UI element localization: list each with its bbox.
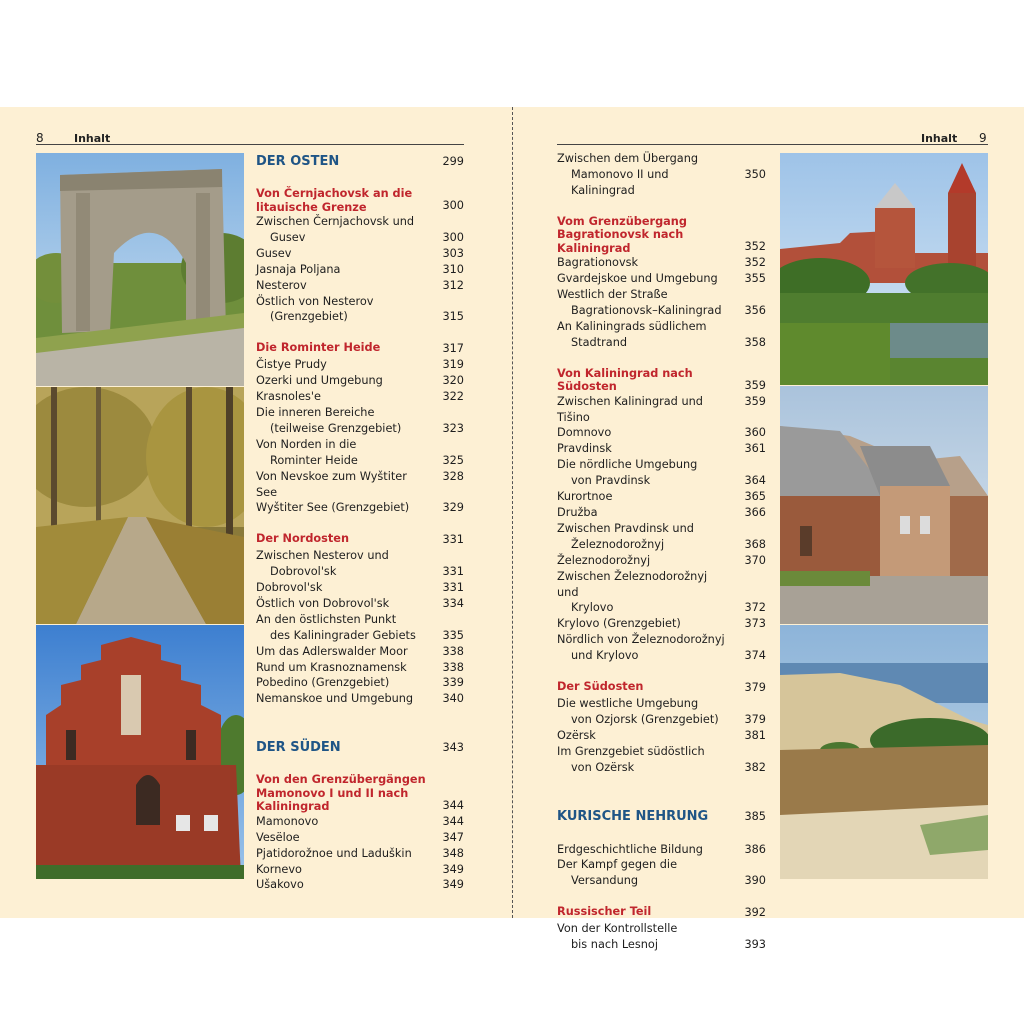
toc-entry	[557, 744, 766, 760]
toc-entry-page: 340	[442, 692, 464, 706]
toc-entry	[557, 394, 766, 426]
toc-entry-title: Gvardejskoe und Umgebung	[557, 272, 718, 286]
toc-entry-page: 379	[744, 681, 766, 695]
toc-entry-title: Der Nordosten	[256, 532, 350, 546]
toc-entry	[256, 612, 464, 628]
toc-entry-title: Versandung	[571, 874, 639, 888]
toc-chapter-heading	[256, 739, 464, 757]
toc-entry	[256, 357, 464, 373]
toc-spacer	[557, 664, 766, 680]
toc-entry-title: DER SÜDEN	[256, 740, 341, 756]
toc-entry	[256, 628, 464, 644]
toc-entry-title: KURISCHE NEHRUNG	[557, 808, 709, 824]
toc-entry-page: 364	[744, 474, 766, 488]
toc-entry	[557, 600, 766, 616]
toc-entry	[256, 500, 464, 516]
toc-entry-page: 359	[744, 394, 766, 408]
toc-entry-title: Zwischen Pravdinsk und	[557, 521, 694, 535]
toc-entry-title: Domnovo	[557, 426, 612, 440]
toc-entry-title: Wyštiter See (Grenzgebiet)	[256, 501, 410, 515]
toc-entry	[557, 441, 766, 457]
toc-entry-title: von Ozërsk	[571, 760, 635, 774]
toc-entry-page: 360	[744, 426, 766, 440]
toc-entry	[557, 728, 766, 744]
toc-entry-title: Zwischen Nesterov und	[256, 549, 389, 563]
toc-entry-title: Kornevo	[256, 862, 302, 876]
toc-section-heading	[256, 532, 464, 548]
toc-entry-title: Zwischen Kaliningrad und Tišino	[557, 394, 703, 424]
toc-entry-page: 344	[442, 814, 464, 828]
toc-spacer	[557, 889, 766, 905]
toc-entry	[557, 167, 766, 199]
toc-entry	[256, 246, 464, 262]
toc-entry-title: Mamonovo II und Kaliningrad	[571, 167, 669, 197]
toc-entry-page: 347	[442, 830, 464, 844]
toc-entry-title: bis nach Lesnoj	[571, 938, 658, 952]
stone-archway-photo	[36, 153, 244, 386]
toc-entry-title: Bagrationovsk–Kaliningrad	[571, 303, 722, 317]
toc-entry-page: 320	[442, 374, 464, 388]
toc-entry-page: 359	[744, 378, 766, 392]
toc-entry	[256, 389, 464, 405]
toc-entry	[557, 937, 766, 953]
toc-entry-title: Zwischen dem Übergang	[557, 152, 699, 165]
toc-entry-page: 349	[442, 862, 464, 876]
toc-entry-title: Železnodorožnyj	[557, 553, 651, 567]
toc-entry	[256, 675, 464, 691]
toc-section-heading	[557, 905, 766, 921]
toc-entry-title: Ušakovo	[256, 878, 304, 892]
toc-section-heading	[256, 773, 464, 814]
page-fold	[512, 107, 513, 918]
toc-entry	[256, 214, 464, 230]
toc-entry-title: Von Norden in die	[256, 437, 357, 451]
toc-entry-title: Gusev	[270, 230, 306, 244]
toc-entry-page: 328	[442, 469, 464, 483]
toc-entry	[557, 553, 766, 569]
toc-entry	[256, 830, 464, 846]
header-rule-right	[557, 144, 988, 145]
toc-entry	[557, 319, 766, 335]
toc-entry-page: 374	[744, 649, 766, 663]
toc-entry	[256, 373, 464, 389]
toc-entry-page: 322	[442, 390, 464, 404]
toc-entry-title: Von Kaliningrad nach Südosten	[557, 366, 693, 394]
toc-entry-page: 366	[744, 506, 766, 519]
forest-path-photo	[36, 387, 244, 624]
toc-entry-title: Ozerki und Umgebung	[256, 374, 383, 388]
toc-entry	[256, 644, 464, 660]
toc-entry	[256, 453, 464, 469]
toc-spacer	[256, 707, 464, 739]
toc-entry	[256, 421, 464, 437]
toc-entry-title: Von der Kontrollstelle	[557, 922, 678, 936]
toc-entry	[256, 405, 464, 421]
toc-entry-title: Der Südosten	[557, 680, 644, 694]
toc-entry-title: Mamonovo	[256, 814, 319, 828]
toc-entry	[256, 294, 464, 310]
toc-entry-page: 385	[744, 809, 766, 823]
toc-entry	[256, 230, 464, 246]
toc-spacer	[256, 171, 464, 187]
toc-entry-title: Kurortnoe	[557, 490, 613, 504]
toc-section-heading	[256, 187, 464, 214]
toc-entry-page: 379	[744, 712, 766, 726]
toc-entry-page: 365	[744, 490, 766, 504]
toc-entry-title: Nesterov	[256, 278, 307, 292]
toc-entry	[557, 489, 766, 505]
toc-entry-title: DER OSTEN	[256, 154, 340, 169]
toc-entry-page: 352	[744, 240, 766, 254]
toc-entry-title: An Kaliningrads südlichem	[557, 319, 707, 333]
toc-entry-page: 393	[744, 938, 766, 952]
toc-entry	[256, 691, 464, 707]
toc-entry-title: Železnodorožnyj	[571, 537, 665, 551]
toc-entry-page: 331	[442, 581, 464, 595]
toc-entry-title: von Pravdinsk	[571, 474, 651, 488]
toc-entry	[557, 842, 766, 858]
toc-entry-page: 361	[744, 442, 766, 456]
toc-entry	[557, 537, 766, 553]
toc-entry-title: Die Rominter Heide	[256, 341, 381, 355]
toc-entry-page: 300	[442, 230, 464, 244]
toc-entry-page: 358	[744, 335, 766, 349]
toc-spacer	[256, 757, 464, 773]
toc-entry-page: 349	[442, 878, 464, 892]
toc-entry-title: Die westliche Umgebung	[557, 696, 699, 710]
toc-chapter-heading	[256, 153, 464, 171]
toc-entry-title: und Krylovo	[571, 649, 639, 663]
toc-entry-page: 310	[442, 262, 464, 276]
toc-entry-page: 338	[442, 660, 464, 674]
toc-entry	[557, 616, 766, 632]
toc-entry-title: Östlich von Dobrovol'sk	[256, 596, 390, 610]
toc-entry	[557, 632, 766, 648]
toc-entry-title: (Grenzgebiet)	[270, 310, 348, 324]
toc-entry	[256, 580, 464, 596]
toc-spacer	[256, 325, 464, 341]
toc-entry	[256, 814, 464, 830]
toc-entry-page: 356	[744, 303, 766, 317]
toc-entry-title: Der Kampf gegen die	[557, 858, 678, 872]
toc-entry-title: Vesëloe	[256, 830, 300, 844]
toc-entry-page: 344	[442, 798, 464, 812]
toc-chapter-heading	[557, 808, 766, 826]
toc-entry-title: Die nördliche Umgebung	[557, 458, 698, 472]
toc-entry	[256, 877, 464, 893]
toc-entry-title: Östlich von Nesterov	[256, 294, 374, 308]
toc-spacer	[256, 516, 464, 532]
toc-entry	[557, 760, 766, 776]
toc-entry-page: 325	[442, 453, 464, 467]
toc-entry-page: 348	[442, 846, 464, 860]
toc-section-heading	[557, 215, 766, 256]
toc-spacer	[557, 776, 766, 808]
toc-section-heading	[256, 341, 464, 357]
page-number-left: 8	[36, 131, 44, 145]
toc-entry	[256, 278, 464, 294]
toc-entry-page: 382	[744, 760, 766, 774]
toc-entry-page: 339	[442, 676, 464, 690]
toc-entry	[557, 521, 766, 537]
toc-entry	[557, 287, 766, 303]
toc-entry-page: 334	[442, 596, 464, 610]
toc-spacer	[557, 826, 766, 842]
toc-entry-page: 303	[442, 246, 464, 260]
toc-entry-title: Pobedino (Grenzgebiet)	[256, 676, 390, 690]
toc-entry-title: Čistye Prudy	[256, 358, 327, 372]
toc-entry-title: Erdgeschichtliche Bildung	[557, 842, 703, 856]
toc-entry	[557, 425, 766, 441]
header-title-right: Inhalt	[921, 132, 958, 145]
toc-entry-page: 370	[744, 553, 766, 567]
toc-entry-title: Die inneren Bereiche	[256, 405, 375, 419]
toc-entry	[557, 255, 766, 271]
toc-entry-page: 338	[442, 644, 464, 658]
church-by-pond-photo	[780, 153, 988, 385]
toc-entry	[256, 846, 464, 862]
toc-entry-title: Gusev	[256, 246, 292, 260]
toc-left-column	[256, 153, 464, 893]
toc-entry-page: 352	[744, 256, 766, 270]
toc-entry-page: 335	[442, 628, 464, 642]
toc-entry-title: Im Grenzgebiet südöstlich	[557, 744, 705, 758]
toc-entry	[557, 712, 766, 728]
toc-entry-page: 392	[744, 906, 766, 920]
toc-entry-title: Pravdinsk	[557, 442, 612, 456]
toc-entry-title: Zwischen Železnodorožnyj und	[557, 569, 708, 599]
toc-entry	[256, 564, 464, 580]
toc-entry	[557, 505, 766, 521]
toc-entry-title: (teilweise Grenzgebiet)	[270, 421, 402, 435]
toc-entry-page: 355	[744, 272, 766, 286]
toc-entry	[557, 473, 766, 489]
toc-spacer	[557, 199, 766, 215]
toc-entry	[557, 457, 766, 473]
toc-section-heading	[557, 367, 766, 394]
toc-entry-page: 300	[442, 199, 464, 213]
toc-entry-page: 323	[442, 421, 464, 435]
toc-entry-title: des Kaliningrader Gebiets	[270, 628, 416, 642]
toc-entry-title: Bagrationovsk	[557, 256, 639, 270]
toc-entry	[256, 660, 464, 676]
toc-entry-title: Nemanskoe und Umgebung	[256, 692, 414, 706]
toc-entry-page: 381	[744, 728, 766, 742]
toc-entry-page: 315	[442, 310, 464, 324]
toc-entry-title: Westlich der Straße	[557, 288, 668, 302]
toc-entry-page: 319	[442, 358, 464, 372]
toc-entry-title: Von Černjachovsk an die litauische Grenze	[256, 187, 413, 214]
toc-entry-page: 343	[442, 741, 464, 755]
toc-entry-page: 350	[744, 167, 766, 181]
toc-entry	[256, 437, 464, 453]
toc-entry-title: Um das Adlerswalder Moor	[256, 644, 408, 658]
toc-entry	[256, 469, 464, 501]
toc-entry	[557, 648, 766, 664]
toc-entry-page: 299	[442, 155, 464, 168]
toc-entry	[557, 151, 766, 167]
toc-spacer	[557, 351, 766, 367]
toc-entry-page: 373	[744, 617, 766, 631]
toc-entry-title: Zwischen Černjachovsk und	[256, 215, 415, 228]
toc-entry-title: Dobrovol'sk	[270, 565, 337, 579]
toc-entry-title: Stadtrand	[571, 335, 628, 349]
book-spread	[0, 107, 1024, 952]
toc-entry-title: An den östlichsten Punkt	[256, 612, 397, 626]
header-rule-left	[36, 144, 464, 145]
toc-entry-title: von Ozjorsk (Grenzgebiet)	[571, 712, 719, 726]
brick-church-gable-photo	[36, 625, 244, 879]
village-houses-photo	[780, 386, 988, 624]
toc-entry	[557, 873, 766, 889]
toc-entry-title: Ozërsk	[557, 728, 596, 742]
toc-entry	[256, 262, 464, 278]
toc-entry	[557, 921, 766, 937]
toc-entry-title: Rund um Krasnoznamensk	[256, 660, 407, 674]
toc-entry-page: 331	[442, 565, 464, 579]
toc-entry-page: 386	[744, 842, 766, 856]
sand-dunes-photo	[780, 625, 988, 879]
toc-entry-title: Družba	[557, 506, 598, 519]
toc-entry-page: 331	[442, 533, 464, 547]
toc-entry-page: 368	[744, 537, 766, 551]
toc-right-column	[557, 151, 766, 953]
toc-entry-title: Krasnoles'e	[256, 390, 321, 404]
toc-entry	[256, 596, 464, 612]
header-title-left: Inhalt	[74, 132, 111, 145]
toc-entry-page: 329	[442, 501, 464, 515]
page-number-right: 9	[979, 131, 987, 145]
toc-entry-title: Von Nevskoe zum Wyštiter See	[256, 469, 407, 499]
toc-entry-title: Krylovo	[571, 601, 614, 615]
toc-entry	[557, 335, 766, 351]
toc-entry-title: Krylovo (Grenzgebiet)	[557, 617, 681, 631]
toc-entry-page: 372	[744, 601, 766, 615]
toc-entry	[557, 303, 766, 319]
toc-entry-title: Pjatidorožnoe und Laduškin	[256, 846, 412, 860]
toc-entry-page: 317	[442, 342, 464, 356]
toc-entry-title: Von den Grenzübergängen Mamonovo I und II nach Kaliningrad	[256, 773, 426, 814]
toc-entry	[256, 309, 464, 325]
toc-entry	[557, 271, 766, 287]
toc-entry	[557, 857, 766, 873]
toc-entry-title: Nördlich von Železnodorožnyj	[557, 633, 725, 647]
toc-entry-page: 390	[744, 874, 766, 888]
toc-entry-title: Russischer Teil	[557, 905, 652, 919]
toc-entry-title: Vom Grenzübergang Bagrationovsk nach Kaliningrad	[557, 214, 687, 255]
toc-entry-title: Rominter Heide	[270, 453, 358, 467]
toc-entry-page: 312	[442, 278, 464, 292]
toc-entry	[256, 862, 464, 878]
toc-entry	[557, 696, 766, 712]
toc-section-heading	[557, 680, 766, 696]
toc-entry-title: Dobrovol'sk	[256, 581, 323, 595]
toc-entry-title: Jasnaja Poljana	[256, 262, 341, 276]
toc-entry	[256, 548, 464, 564]
toc-entry	[557, 569, 766, 601]
